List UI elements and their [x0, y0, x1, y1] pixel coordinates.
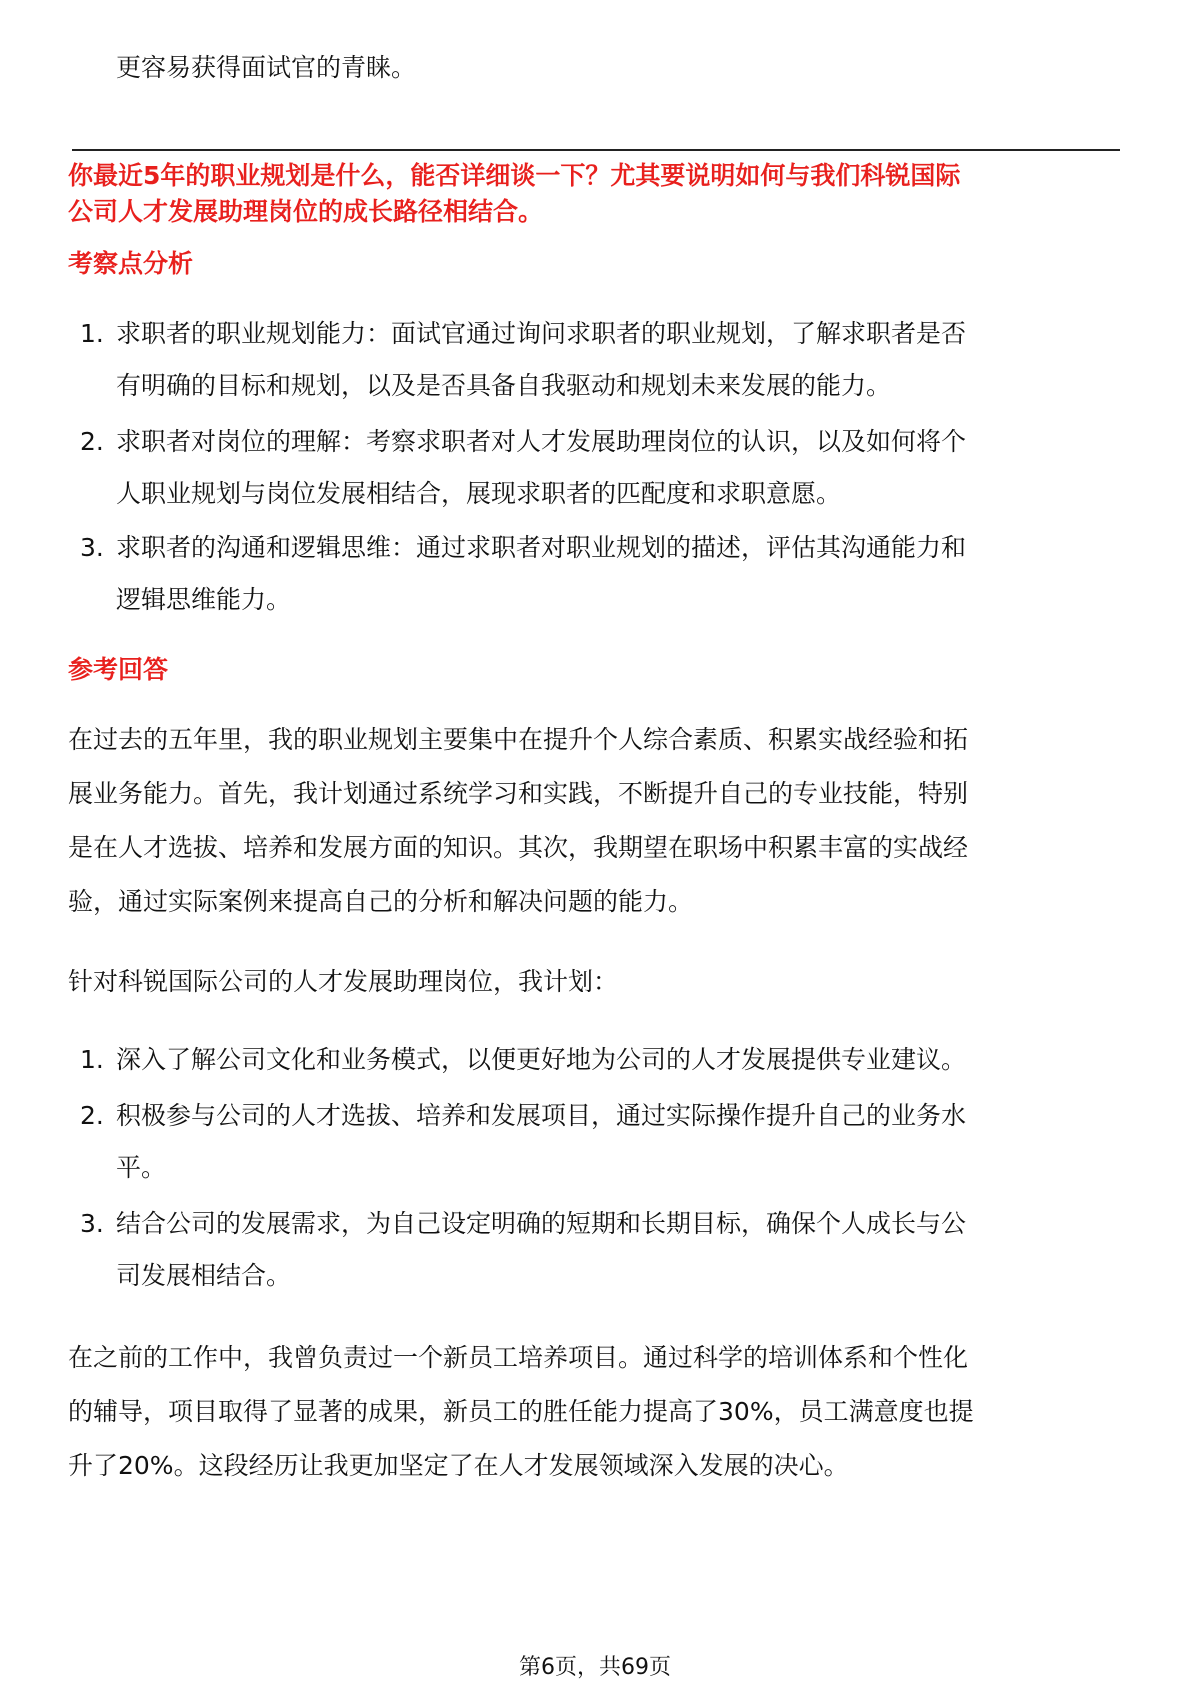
plan-item-3-number: 3.	[80, 1209, 104, 1238]
continuation-text: 更容易获得面试官的青睐。	[116, 53, 417, 82]
analysis-item-3-number: 3.	[80, 533, 104, 562]
answer-heading: 参考回答	[68, 655, 169, 684]
analysis-item-1-number: 1.	[80, 319, 104, 348]
answer-para-3-line-1: 在之前的工作中，我曾负责过一个新员工培养项目。通过科学的培训体系和个性化	[68, 1343, 969, 1372]
plan-item-3-line-1: 结合公司的发展需求，为自己设定明确的短期和长期目标，确保个人成长与公	[116, 1209, 967, 1238]
plan-item-1-number: 1.	[80, 1045, 104, 1074]
analysis-item-1-line-1: 求职者的职业规划能力：面试官通过询问求职者的职业规划，了解求职者是否	[116, 319, 967, 348]
page-footer: 第6页，共69页	[519, 1655, 671, 1680]
divider	[72, 149, 1120, 151]
answer-para-1-line-4: 验，通过实际案例来提高自己的分析和解决问题的能力。	[68, 887, 694, 916]
analysis-heading: 考察点分析	[68, 249, 194, 278]
analysis-item-3-line-1: 求职者的沟通和逻辑思维：通过求职者对职业规划的描述，评估其沟通能力和	[116, 533, 967, 562]
answer-para-1-line-1: 在过去的五年里，我的职业规划主要集中在提升个人综合素质、积累实战经验和拓	[68, 725, 969, 754]
analysis-item-1-line-2: 有明确的目标和规划，以及是否具备自我驱动和规划未来发展的能力。	[116, 371, 892, 400]
plan-item-3-line-2: 司发展相结合。	[116, 1261, 292, 1290]
plan-item-1-line-1: 深入了解公司文化和业务模式，以便更好地为公司的人才发展提供专业建议。	[116, 1045, 967, 1074]
answer-para-1-line-3: 是在人才选拔、培养和发展方面的知识。其次，我期望在职场中积累丰富的实战经	[68, 833, 969, 862]
plan-item-2-line-2: 平。	[116, 1153, 167, 1182]
answer-para-3-line-3: 升了20%。这段经历让我更加坚定了在人才发展领域深入发展的决心。	[68, 1451, 849, 1480]
question-line-2: 公司人才发展助理岗位的成长路径相结合。	[68, 197, 544, 226]
plan-item-2-line-1: 积极参与公司的人才选拔、培养和发展项目，通过实际操作提升自己的业务水	[116, 1101, 967, 1130]
answer-para-2: 针对科锐国际公司的人才发展助理岗位，我计划：	[68, 967, 619, 996]
answer-para-1-line-2: 展业务能力。首先，我计划通过系统学习和实践，不断提升自己的专业技能，特别	[68, 779, 969, 808]
answer-para-3-line-2: 的辅导，项目取得了显著的成果，新员工的胜任能力提高了30%，员工满意度也提	[68, 1397, 974, 1426]
analysis-item-2-line-1: 求职者对岗位的理解：考察求职者对人才发展助理岗位的认识，以及如何将个	[116, 427, 967, 456]
plan-item-2-number: 2.	[80, 1101, 104, 1130]
analysis-item-2-number: 2.	[80, 427, 104, 456]
analysis-item-3-line-2: 逻辑思维能力。	[116, 585, 292, 614]
question-line-1: 你最近5年的职业规划是什么，能否详细谈一下？尤其要说明如何与我们科锐国际	[68, 161, 961, 190]
analysis-item-2-line-2: 人职业规划与岗位发展相结合，展现求职者的匹配度和求职意愿。	[116, 479, 842, 508]
